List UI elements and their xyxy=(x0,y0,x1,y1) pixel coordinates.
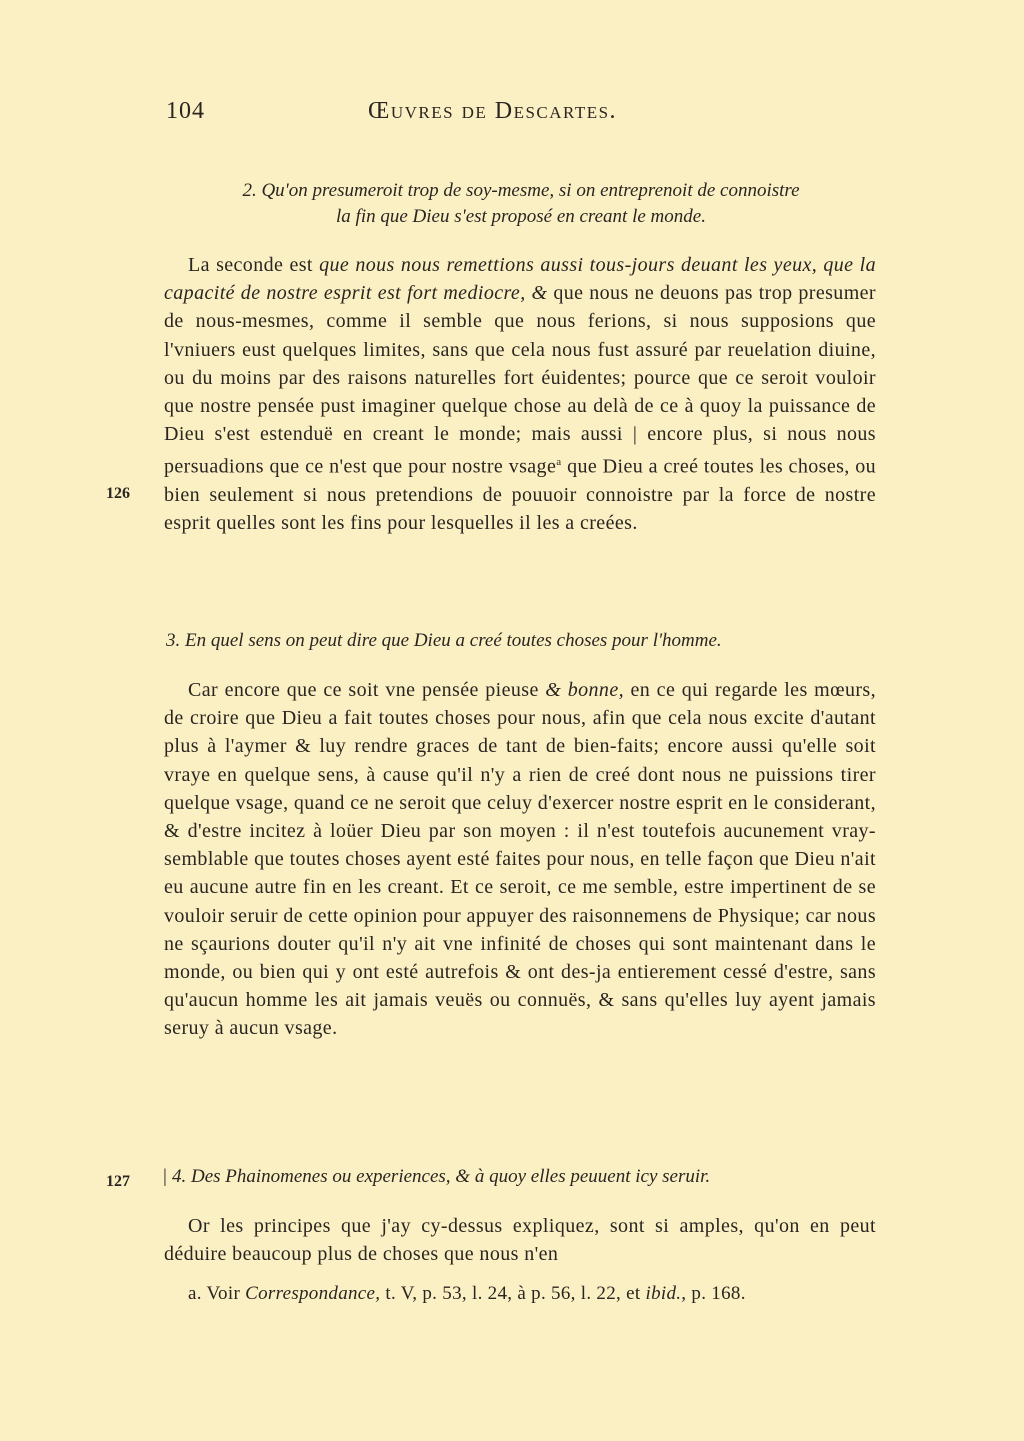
footnote-text: p. 168. xyxy=(686,1283,746,1304)
section-3-heading: 3. En quel sens on peut dire que Dieu a creé toutes choses pour l'homme. xyxy=(166,630,722,651)
para-text: que Dieu a creé toutes les choses, ou bien seulement si nous pretendions de pouuoir connoistre par la force de nostre esprit quelles sont les fins pour lesquelles il les a creées. xyxy=(164,456,877,535)
para-italic: & bonne, xyxy=(545,679,624,701)
margin-page-number: 126 xyxy=(106,485,130,502)
para-italic: que nous nous remettions aussi tous-jours deuant les yeux, que la capacité de nostre esprit est fort mediocre, xyxy=(164,254,876,305)
footnote xyxy=(188,1283,888,1305)
section-4-paragraph: Or les principes que j'ay cy-dessus expliquez, sont si amples, qu'on en peut déduire beaucoup plus de choses que nous n'en xyxy=(164,1215,876,1266)
section-2-heading-line2: la fin que Dieu s'est proposé en creant le monde. xyxy=(336,206,706,227)
section-2-heading xyxy=(166,178,876,230)
footnote-italic: ibid., xyxy=(645,1283,687,1304)
section-3-paragraph xyxy=(164,676,876,1043)
section-2-paragraph xyxy=(164,251,876,538)
para-ampersand: & xyxy=(525,282,554,305)
para-text: que nous ne deuons pas trop presumer de nous-mesmes, comme il semble que nous ferions, si nous supposions que l'vniuers eust quelques limites, sans que cela nous fust assuré par reuelation diuine, ou du moins par des raisons naturelles fort éuidentes; pource que ce seroit vouloir que nostre pensée pust imaginer quelque chose au delà de ce à quoy la puissance de Dieu s'est estenduë en creant le monde; mais aussi | encore plus, si nous nous persuadions que ce n'est que pour nostre vsage xyxy=(164,282,876,479)
section-4-heading: | 4. Des Phainomenes ou experiences, & à quoy elles peuuent icy seruir. xyxy=(162,1166,711,1187)
footnote-text: a. Voir xyxy=(188,1283,246,1304)
page-number: 104 xyxy=(166,98,205,124)
footnote-text: t. V, p. 53, l. 24, à p. 56, l. 22, et xyxy=(380,1283,646,1304)
running-title: Œuvres de Descartes. xyxy=(368,98,618,124)
footnote-marker: a xyxy=(556,456,562,469)
margin-page-number: 127 xyxy=(106,1173,130,1190)
footnote-italic: Correspondance, xyxy=(245,1283,381,1304)
para-text: La seconde est xyxy=(188,254,320,276)
para-text: en ce qui regarde les mœurs, de croire que Dieu a fait toutes choses pour nous, afin que cela nous excite d'autant plus à l'aymer & luy rendre graces de tant de bien-faits; encore aussi qu'elle soit vraye en quelque sens, à cause qu'il n'y a rien de creé dont nous ne puissions tirer quelque vsage, quand ce ne seroit que celuy d'exercer nostre esprit en le considerant, & d'estre incitez à loüer Dieu par son moyen : il n'est toutefois aucunement vray-semblable que toutes choses ayent esté faites pour nous, en telle façon que Dieu n'ait eu aucune autre fin en les creant. Et ce seroit, ce me semble, estre impertinent de se vouloir seruir de cette opinion pour appuyer des raisonnemens de Physique; car nous ne sçaurions douter qu'il n'y ait vne infinité de choses qui sont maintenant dans le monde, ou bien qui y ont esté autrefois & ont des-ja entierement cessé d'estre, sans qu'aucun homme les ait jamais veuës ou connuës, & sans qu'elles luy ayent jamais seruy à aucun vsage. xyxy=(164,679,876,1040)
section-2-heading-line1: 2. Qu'on presumeroit trop de soy-mesme, si on entreprenoit de connoistre xyxy=(242,180,800,201)
para-text: Car encore que ce soit vne pensée pieuse xyxy=(188,679,546,701)
